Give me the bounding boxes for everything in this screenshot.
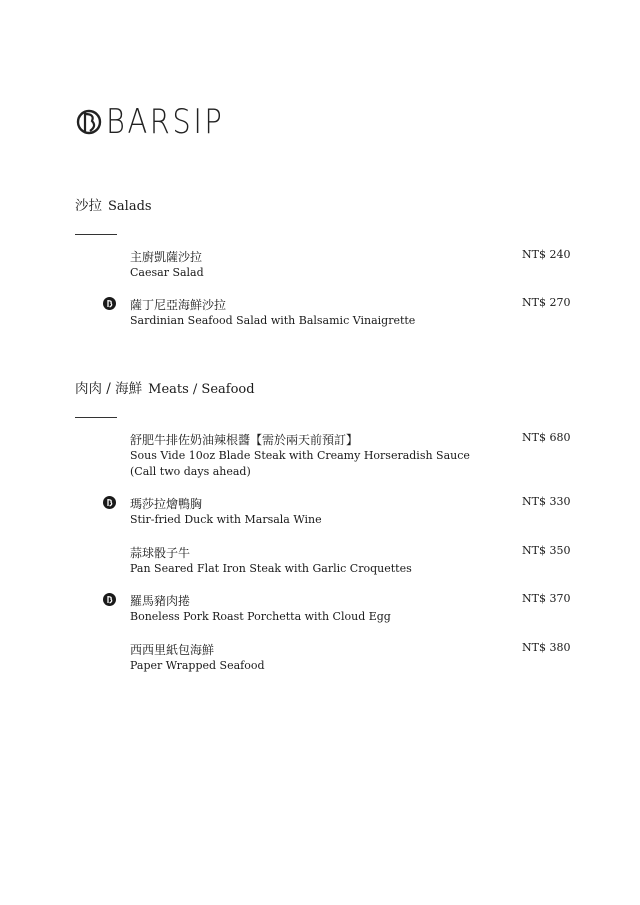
house-special-icon [103, 593, 116, 606]
section-divider [75, 234, 117, 235]
item-name-zh: 羅馬豬肉捲 [130, 594, 191, 608]
section-title-zh: 肉肉 / 海鮮 [75, 381, 143, 397]
item-name-en: Sardinian Seafood Salad with Balsamic Vinaigrette [130, 314, 416, 327]
section-title-en: Salads [108, 199, 152, 214]
item-name-en: Caesar Salad [130, 266, 204, 279]
section-salads [75, 194, 575, 327]
brand-name: BARSIP [106, 102, 225, 142]
item-price: NT$ 240 [522, 248, 571, 261]
item-name-zh: 西西里紙包海鮮 [130, 643, 215, 657]
item-price: NT$ 680 [522, 431, 571, 444]
section-title [75, 377, 575, 397]
item-name-zh: 舒肥牛排佐奶油辣根醬【需於兩天前預訂】 [130, 433, 359, 447]
item-name-zh: 瑪莎拉燴鴨胸 [130, 497, 203, 511]
section-title-en: Meats / Seafood [148, 382, 255, 397]
item-name-zh: 主廚凱薩沙拉 [130, 250, 203, 264]
item-name-zh: 蒜球骰子牛 [130, 546, 191, 560]
item-name-zh: 薩丁尼亞海鮮沙拉 [130, 298, 227, 312]
section-meats-seafood [75, 377, 575, 672]
item-price: NT$ 270 [522, 296, 571, 309]
house-special-icon [103, 297, 116, 310]
section-title-zh: 沙拉 [75, 198, 102, 214]
item-note-en: (Call two days ahead) [130, 465, 251, 478]
brand-mark-icon [76, 104, 102, 140]
house-special-icon [103, 496, 116, 509]
item-name-en: Paper Wrapped Seafood [130, 659, 265, 672]
brand-logo [76, 102, 245, 142]
item-price: NT$ 330 [522, 495, 571, 508]
item-name-en: Boneless Pork Roast Porchetta with Cloud Egg [130, 610, 391, 623]
item-name-en: Stir-fried Duck with Marsala Wine [130, 513, 322, 526]
item-price: NT$ 350 [522, 544, 571, 557]
section-divider [75, 417, 117, 418]
item-price: NT$ 370 [522, 592, 571, 605]
section-title [75, 194, 575, 214]
item-price: NT$ 380 [522, 641, 571, 654]
item-name-en: Pan Seared Flat Iron Steak with Garlic Croquettes [130, 562, 412, 575]
item-name-en: Sous Vide 10oz Blade Steak with Creamy Horseradish Sauce [130, 449, 470, 462]
